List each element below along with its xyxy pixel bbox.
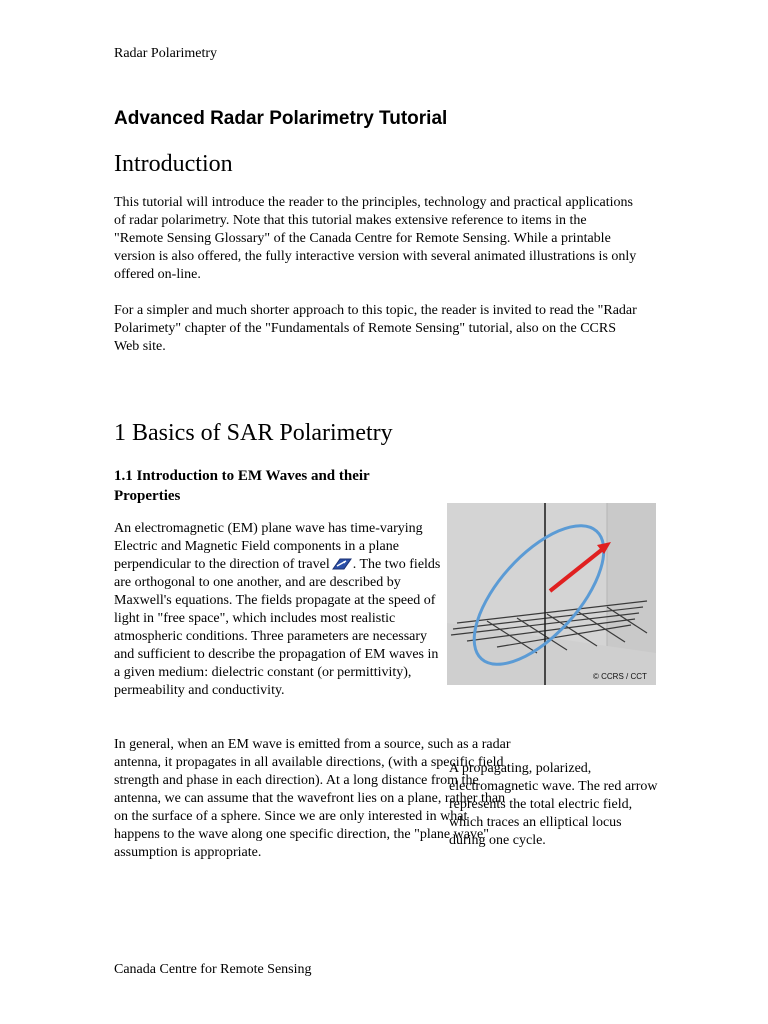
running-footer: Canada Centre for Remote Sensing bbox=[114, 962, 312, 977]
introduction-heading: Introduction bbox=[114, 151, 233, 177]
intro-paragraph-1: This tutorial will introduce the reader to the principles, technology and practical applications of radar polarimetry. Note that this tutorial makes extensive reference to items in the "Remote Sensing Glossary" of the Canada Centre for Remote Sensing. While a printable version is also offered, the fully interactive version with several animated illustrations is only offered on-line. bbox=[114, 195, 637, 282]
subsection-heading: 1.1 Introduction to EM Waves and their Properties bbox=[114, 468, 370, 504]
intro-paragraph-2: For a simpler and much shorter approach to this topic, the reader is invited to read the "Radar Polarimety" chapter of the "Fundamentals of Remote Sensing" tutorial, also on the CCRS Web site. bbox=[114, 303, 637, 354]
figure-credit: © CCRS / CCT bbox=[593, 672, 647, 681]
document-title: Advanced Radar Polarimetry Tutorial bbox=[114, 108, 448, 129]
em-wave-paragraph bbox=[114, 520, 444, 700]
figure-caption: A propagating, polarized, electromagnetic wave. The red arrow represents the total electric field, which traces an elliptical locus during one cycle. bbox=[449, 761, 658, 848]
travel-direction-icon[interactable] bbox=[331, 557, 353, 570]
running-header: Radar Polarimetry bbox=[114, 46, 218, 61]
em-wave-text-part-2: . The two fields are orthogonal to one another, and are described by Maxwell's equations. The fields propagate at the speed of light in "free space", which includes most realistic atmospheric conditions. Three parameters are necessary and sufficient to describe the propagation of EM waves in a given medium: dielectric constant (or permittivity), permeability and conductivity. bbox=[114, 557, 441, 698]
em-wave-figure bbox=[447, 503, 656, 685]
plane-wave-paragraph: In general, when an EM wave is emitted from a source, such as a radar antenna, it propagates in all available directions, (with a specific field strength and phase in each direction). At a long distance from the antenna, we can assume that the wavefront lies on a plane, rather than on the surface of a sphere. Since we are only interested in what happens to the wave along one specific direction, the "plane wave" assumption is appropriate. bbox=[114, 737, 511, 860]
section-heading: 1 Basics of SAR Polarimetry bbox=[114, 420, 393, 446]
em-wave-text-part-1: An electromagnetic (EM) plane wave has time-varying Electric and Magnetic Field components in a plane perpendicular to the direction of travel bbox=[114, 521, 423, 572]
